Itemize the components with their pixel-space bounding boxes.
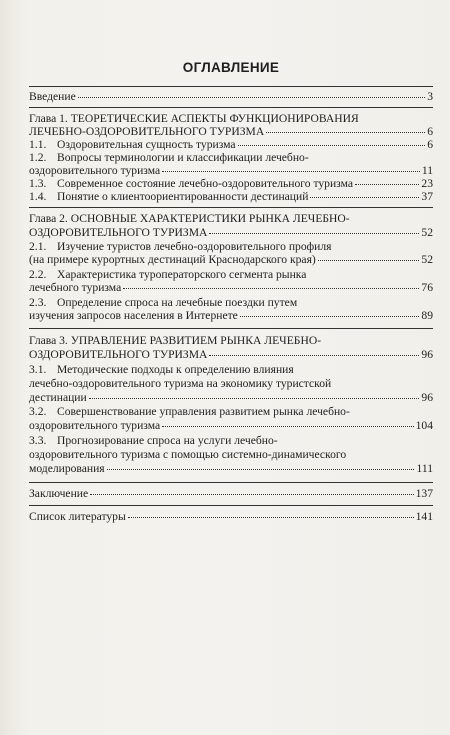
section-number: 1.3. (29, 177, 47, 190)
toc-entry-chapter-2[interactable] (29, 226, 433, 240)
toc-entry-chapter-1[interactable] (29, 125, 433, 139)
toc-entry-1-2-cont[interactable] (29, 164, 433, 178)
toc-entry-1-4[interactable] (29, 190, 433, 204)
divider (29, 107, 433, 108)
section-title: Совершенствование управления развитием рынка лечебно- (57, 405, 350, 418)
page-number: 76 (421, 281, 433, 294)
toc-entry-3-2[interactable] (29, 405, 350, 419)
toc-entry-chapter-3[interactable] (29, 348, 433, 362)
toc-entry-bibliography[interactable] (29, 510, 433, 524)
page-number: 137 (415, 487, 433, 500)
section-title: Методические подходы к определению влияния (57, 363, 294, 376)
section-title-cont: (на примере курортных дестинаций Краснодарского края) (29, 253, 316, 266)
section-number: 1.1. (29, 138, 47, 151)
chapter-1-title-cont: ЛЕЧЕБНО-ОЗДОРОВИТЕЛЬНОГО ТУРИЗМА (29, 125, 265, 138)
section-title: Характеристика туроператорского сегмента рынка (57, 268, 307, 281)
section-title-cont: оздоровительного туризма с помощью системно-динамического (29, 448, 347, 461)
divider (29, 328, 433, 329)
page-number: 23 (421, 177, 433, 190)
section-number: 1.2. (29, 151, 47, 164)
section-number: 2.3. (29, 296, 47, 309)
section-number: 3.2. (29, 405, 47, 418)
page-number: 37 (421, 190, 433, 203)
section-title-cont: лечебного туризма (29, 281, 122, 294)
divider (29, 207, 433, 208)
section-number: 2.1. (29, 240, 47, 253)
toc-entry-2-1-cont[interactable] (29, 253, 433, 267)
section-title: Прогнозирование спроса на услуги лечебно- (57, 434, 278, 447)
page-title: ОГЛАВЛЕНИЕ (182, 60, 280, 75)
toc-entry-3-2-cont[interactable] (29, 419, 433, 433)
toc-entry-3-3-cont[interactable] (29, 462, 433, 476)
section-title: Вопросы терминологии и классификации лечебно- (57, 151, 309, 164)
toc-entry-intro[interactable] (29, 90, 433, 104)
page-number: 52 (421, 253, 433, 266)
section-number: 2.2. (29, 268, 47, 281)
toc-entry-1-1[interactable] (29, 138, 433, 152)
toc-entry-1-3[interactable] (29, 177, 433, 191)
section-title-cont: дестинации (29, 391, 87, 404)
section-title-cont: лечебно-оздоровительного туризма на экономику туристской (29, 377, 332, 390)
page-number: 3 (427, 90, 433, 103)
toc-entry-3-3[interactable] (29, 434, 278, 448)
divider (29, 86, 433, 87)
section-title: Изучение туристов лечебно-оздоровительного профиля (57, 240, 332, 253)
section-title-cont: моделирования (29, 462, 105, 475)
toc-entry-2-3-cont[interactable] (29, 309, 433, 323)
section-title-cont: оздоровительного туризма (29, 164, 161, 177)
section-number: 3.3. (29, 434, 47, 447)
page-number: 6 (427, 125, 433, 138)
chapter-2-title-cont: ОЗДОРОВИТЕЛЬНОГО ТУРИЗМА (29, 226, 208, 239)
entry-label: Список литературы (29, 510, 126, 523)
section-title: Современное состояние лечебно-оздоровительного туризма (57, 177, 353, 190)
chapter-3-title-cont: ОЗДОРОВИТЕЛЬНОГО ТУРИЗМА (29, 348, 208, 361)
toc-entry-3-1[interactable] (29, 363, 294, 377)
entry-label: Введение (29, 90, 76, 103)
section-number: 1.4. (29, 190, 47, 203)
page-number: 104 (415, 419, 433, 432)
page-number: 141 (415, 510, 433, 523)
chapter-1-title: Глава 1. ТЕОРЕТИЧЕСКИЕ АСПЕКТЫ ФУНКЦИОНИРОВАНИЯ (29, 112, 359, 125)
section-title: Понятие о клиентоориентированности дестинаций (57, 190, 309, 203)
toc-entry-2-2-cont[interactable] (29, 281, 433, 295)
divider (29, 482, 433, 483)
page-number: 111 (416, 462, 433, 475)
page-number: 96 (421, 391, 433, 404)
chapter-2-title: Глава 2. ОСНОВНЫЕ ХАРАКТЕРИСТИКИ РЫНКА ЛЕЧЕБНО- (29, 212, 350, 225)
page-number: 89 (421, 309, 433, 322)
section-title: Оздоровительная сущность туризма (57, 138, 236, 151)
toc-entry-2-3[interactable] (29, 296, 297, 310)
toc-entry-2-2[interactable] (29, 268, 306, 282)
page-number: 96 (421, 348, 433, 361)
section-title-cont: изучения запросов населения в Интернете (29, 309, 238, 322)
page-number: 52 (421, 226, 433, 239)
divider (29, 505, 433, 506)
toc-entry-2-1[interactable] (29, 240, 331, 254)
toc-entry-conclusion[interactable] (29, 487, 433, 501)
section-title: Определение спроса на лечебные поездки путем (57, 296, 298, 309)
page-number: 11 (421, 164, 433, 177)
section-number: 3.1. (29, 363, 47, 376)
toc-entry-3-1-cont[interactable] (29, 391, 433, 405)
section-title-cont: оздоровительного туризма (29, 419, 161, 432)
page-number: 6 (427, 138, 433, 151)
chapter-3-title: Глава 3. УПРАВЛЕНИЕ РАЗВИТИЕМ РЫНКА ЛЕЧЕБНО- (29, 334, 322, 347)
toc-entry-1-2[interactable] (29, 151, 309, 165)
entry-label: Заключение (29, 487, 89, 500)
